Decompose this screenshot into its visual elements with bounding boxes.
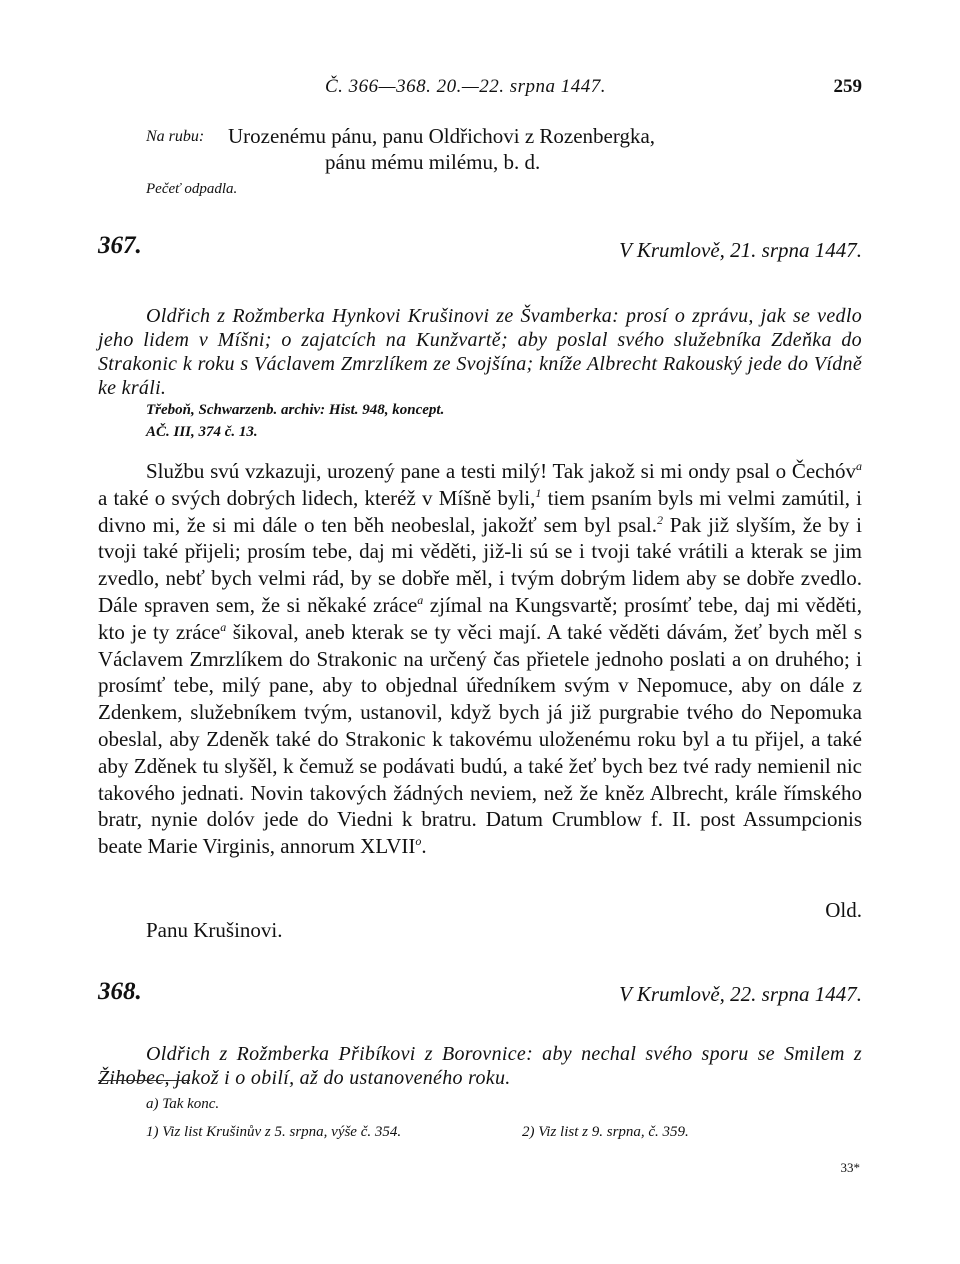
doc-367-recipient: Panu Krušinovi. bbox=[146, 918, 283, 942]
doc-367-regest: Oldřich z Rožmberka Hynkovi Krušinovi ze Švamberka: prosí o zprávu, jak se vedlo jeho lidem v Míšni; o zajatcích na Kunžvartě; aby poslal svého služebníka Zdeňka do Strakonic k roku s Václavem Zmrzlíkem ze Svojšína; kníže Albrecht Rakouský jede do Vídně ke králi. bbox=[98, 305, 862, 399]
doc-367-source-edition: AČ. III, 374 č. 13. bbox=[146, 424, 258, 440]
address-line-2: pánu mému milému, b. d. bbox=[325, 150, 541, 174]
seal-note: Pečeť odpadla. bbox=[146, 181, 238, 197]
running-title: Č. 366—368. 20.—22. srpna 1447. bbox=[325, 76, 606, 97]
doc-367-signature: Old. bbox=[825, 898, 862, 922]
doc-367-letter-text: Službu svú vzkazuji, urozený pane a testi milý! Tak jakož si mi ondy psal o Čechóv$^a$ a také o svých dobrých lidech, kteréž v Míšně byli,$^1$ tiem psaním byls mi velmi zamútil, i divno mi, že si mi dále o ten běh neobeslal, jakožť sem byl psal.$^2$ Pak již slyším, že by i tvoji také přijeli; prosím tebe, daj mi věděti, již-li sú se i tvoji také vrátili a kterak se jim zvedlo, nebť bych velmi rád, by se dobře měl, i tvým dobrým lidem aby se dobře zvedlo. Dále spraven sem, že si někaké zráce$^a$ zjímal na Kungsvartě; prosímť tebe, daj mi věděti, kto je ty zráce$^a$ šikoval, aneb kterak se ty věci mají. A také věděti dávám, žeť bych měl s Václavem Zmrzlíkem do Strakonic na určený čas přietele jednoho poslati a on druhého; i prosímť tebe, milý pane, aby to objednal úředníkem svým v Nepomuce, aby on dále z Zdenkem, služebníkem tvým, ustanovil, když bych já již purgrabie tvého do Nepomuka obeslal, aby Zdeněk také do Strakonic k takovému uloženému roku byl a tu přijel, a také aby Zděnek tu slyšěl, k čemuž se podávati budú, a také žeť bych bez tvé rady nemienil nic takového jednati. Novin takových žádných neviem, než že kněz Albrecht, krále římského bratr, nynie dolóv jede do Viedni k bratru. Datum Crumblow f. II. post Assumpcionis beate Marie Virginis, annorum XLVII$^o$. bbox=[98, 459, 863, 859]
address-label: Na rubu: bbox=[146, 128, 205, 145]
doc-368-place-date: V Krumlově, 22. srpna 1447. bbox=[619, 982, 862, 1006]
doc-368-regest: Oldřich z Rožmberka Přibíkovi z Borovnice: aby nechal svého sporu se Smilem z Žihobec, jakož i o obilí, až do ustanoveného roku. bbox=[98, 1043, 862, 1089]
address-line-1: Urozenému pánu, panu Oldřichovi z Rozenbergka, bbox=[228, 124, 656, 148]
footnote-a: a) Tak konc. bbox=[146, 1096, 220, 1112]
footnote-rule bbox=[98, 1080, 190, 1081]
footnote-1: 1) Viz list Krušinův z 5. srpna, výše č. 354. bbox=[146, 1124, 402, 1140]
footnote-marker-a: a bbox=[856, 459, 862, 473]
footnote-marker-a: a bbox=[220, 619, 227, 634]
doc-367-source-archive: Třeboň, Schwarzenb. archiv: Hist. 948, koncept. bbox=[146, 402, 445, 418]
doc-367-place-date: V Krumlově, 21. srpna 1447. bbox=[619, 238, 862, 262]
degree-marker: o bbox=[415, 834, 422, 849]
footnote-marker-a: a bbox=[417, 592, 424, 607]
footnote-2: 2) Viz list z 9. srpna, č. 359. bbox=[522, 1124, 689, 1140]
page-number: 259 bbox=[833, 76, 862, 97]
doc-368-number: 368. bbox=[98, 978, 142, 1005]
footnote-marker-2: 2 bbox=[656, 512, 663, 527]
footnote-marker-1: 1 bbox=[535, 485, 542, 500]
doc-367-number: 367. bbox=[98, 232, 142, 259]
printer-signature-mark: 33* bbox=[840, 1160, 860, 1175]
